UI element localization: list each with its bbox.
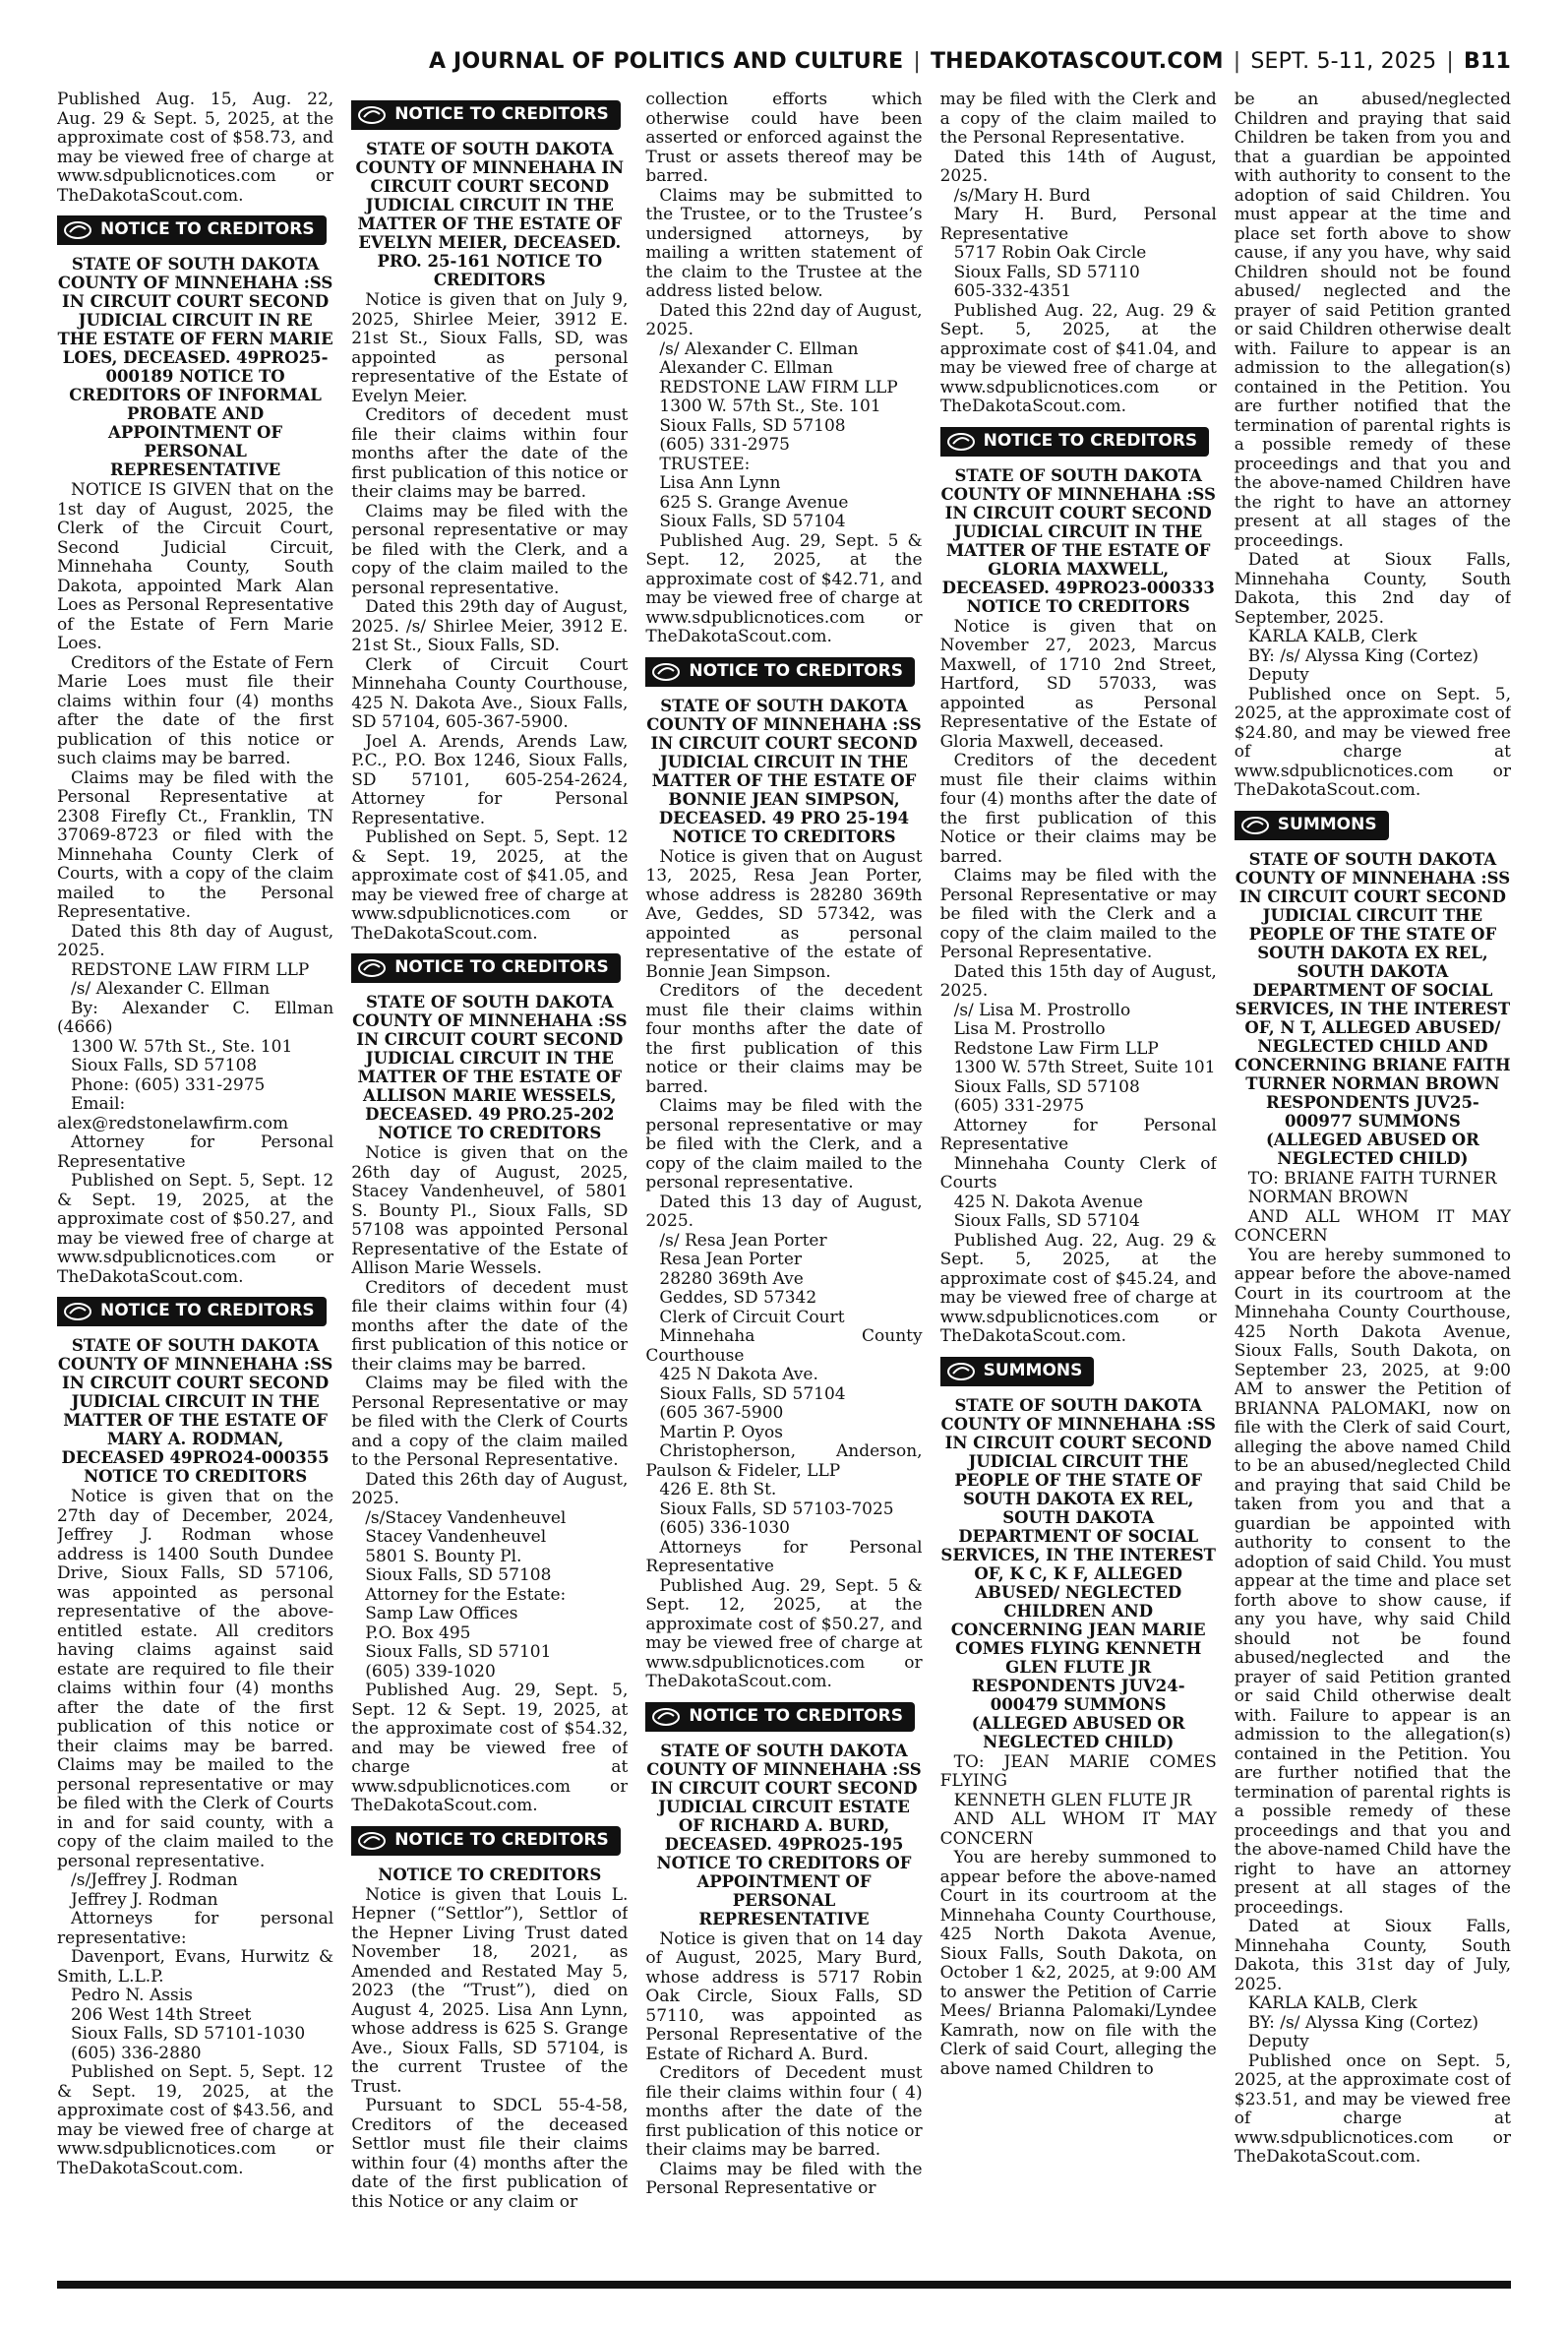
notice-paragraph: BY: /s/ Alyssa King (Cortez) xyxy=(1247,645,1478,666)
notice-paragraph: Pursuant to SDCL 55-4-58, Creditors of the deceased Settlor must file their claims within four (4) months after the date of the first publication of this Notice or any claim or xyxy=(351,2096,629,2212)
notice-paragraph: Stacey Vandenheuvel xyxy=(365,1527,547,1547)
case-caption: NOTICE TO CREDITORS xyxy=(378,1865,602,1884)
notice-paragraph: Notice is given that on 14 day of August, 2025, Mary Burd, whose address is 5717 Robin Oak Circle, Sioux Falls, SD 57110, was appointed as Personal Representative of the Estate of Richard A. Burd. xyxy=(645,1928,923,2064)
notice-paragraph: Notice is given that Louis L. Hepner (“Settlor”), Settlor of the Hepner Living Trust dated November 18, 2021, as Amended and Restated May 5, 2023 (the “Trust”), died on August 4, 2025. Lisa Ann Lynn, whose address is 625 S. Grange Ave., Sioux Falls, SD 57104, is the current Trustee of the Trust. xyxy=(351,1884,629,2097)
notice-section-label: NOTICE TO CREDITORS xyxy=(983,430,1198,451)
notice-paragraph: Published Aug. 22, Aug. 29 & Sept. 5, 2025, at the approximate cost of $41.04, and may be viewed free of charge at www.sdpublicnotices.com or TheDakotaScout.com. xyxy=(939,300,1217,416)
notice-paragraph: Attorney for Personal Representative xyxy=(57,1132,334,1172)
notice-section-label: SUMMONS xyxy=(1277,814,1377,834)
notice-paragraph: Attorney for the Estate: xyxy=(365,1584,567,1605)
notice-paragraph: (605) 331-2975 xyxy=(659,435,790,455)
notice-paragraph: Published Aug. 29, Sept. 5 & Sept. 12, 2025, at the approximate cost of $50.27, and may be viewed free of charge at www.sdpublicnotices.com or TheDakotaScout.com. xyxy=(645,1575,923,1691)
notice-paragraph: 206 West 14th Street xyxy=(71,2004,252,2025)
notice-section-header xyxy=(57,215,327,245)
notice-paragraph: 426 E. 8th St. xyxy=(659,1480,777,1499)
notice-paragraph: 1300 W. 57th St., Ste. 101 xyxy=(71,1036,293,1057)
column-3 xyxy=(645,91,922,2278)
case-caption: STATE OF SOUTH DAKOTA COUNTY OF MINNEHAHA :SS IN CIRCUIT COURT SECOND JUDICIAL CIRCUIT IN THE MATTER OF THE ESTATE OF MARY A. RODMAN, DECEASED 49PRO24-000355 NOTICE TO CREDITORS xyxy=(57,1336,333,1486)
notice-paragraph: (605) 339-1020 xyxy=(365,1661,496,1682)
notice-paragraph: Claims may be filed with the Personal Representative or may be filed with the Clerk and a copy of the claim mailed to the Personal Representative. xyxy=(939,866,1217,962)
notice-paragraph: Minnehaha County Courthouse xyxy=(645,1326,923,1366)
notice-paragraph: You are hereby summoned to appear before the above-named Court in its courtroom at the Minnehaha County Courthouse, 425 North Dakota Avenue, Sioux Falls, South Dakota, on October 1 &2, 2025, at 9:00 AM to answer the Petition of Carrie Mees/ Brianna Palomaki/Lyndee Kamrath, now on file with the Clerk of said Court, alleging the above named Children to xyxy=(939,1848,1217,2079)
notice-paragraph: Published Aug. 15, Aug. 22, Aug. 29 & Sept. 5, 2025, at the approximate cost of $58.73, and may be viewed free of charge at www.sdpublicnotices.com or TheDakotaScout.com. xyxy=(57,91,334,206)
notice-paragraph: Claims may be filed with the personal representative or may be filed with the Clerk, and a copy of the claim mailed to the personal representative. xyxy=(645,1096,923,1193)
notice-paragraph: Redstone Law Firm LLP xyxy=(953,1038,1159,1059)
notice-paragraph: Notice is given that on July 9, 2025, Shirlee Meier, 3912 E. 21st St., Sioux Falls, SD, was appointed as personal representative of the Estate of Evelyn Meier. xyxy=(351,290,629,406)
case-caption: STATE OF SOUTH DAKOTA COUNTY OF MINNEHAHA :SS IN CIRCUIT COURT SECOND JUDICIAL CIRCUIT THE PEOPLE OF THE STATE OF SOUTH DAKOTA EX REL, SOUTH DAKOTA DEPARTMENT OF SOCIAL SERVICES, IN THE INTEREST OF, K C, K F, ALLEGED ABUSED/ NEGLECTED CHILDREN AND CONCERNING JEAN MARIE COMES FLYING KENNETH GLEN FLUTE JR RESPONDENTS JUV24-000479 SUMMONS (ALLEGED ABUSED OR NEGLECTED CHILD) xyxy=(940,1395,1216,1751)
notice-paragraph: 5717 Robin Oak Circle xyxy=(953,243,1147,263)
case-caption: STATE OF SOUTH DAKOTA COUNTY OF MINNEHAHA IN CIRCUIT COURT SECOND JUDICIAL CIRCUIT IN THE MATTER OF THE ESTATE OF EVELYN MEIER, DECEASED. PRO. 25-161 NOTICE TO CREDITORS xyxy=(355,140,625,289)
notice-paragraph: collection efforts which otherwise could have been asserted or enforced against the Trust or assets thereof may be barred. xyxy=(645,91,923,186)
notice-paragraph: 605-332-4351 xyxy=(953,281,1072,301)
separator: | xyxy=(913,49,921,74)
notice-paragraph: Geddes, SD 57342 xyxy=(659,1288,817,1308)
scout-logo-icon xyxy=(651,662,681,682)
scout-logo-icon xyxy=(1240,816,1270,835)
notice-paragraph: Claims may be filed with the personal representative or may be filed with the Clerk, and a copy of the claim mailed to the personal representative. xyxy=(351,501,629,598)
notice-paragraph: Published once on Sept. 5, 2025, at the approximate cost of $24.80, and may be viewed free of charge at www.sdpublicnotices.com or TheDakotaScout.com. xyxy=(1234,684,1511,800)
notice-paragraph: TRUSTEE: xyxy=(659,454,751,474)
notice-paragraph: 1300 W. 57th Street, Suite 101 xyxy=(953,1058,1216,1077)
notice-paragraph: /s/ Resa Jean Porter xyxy=(659,1230,827,1251)
page-number: B11 xyxy=(1464,49,1511,74)
notice-section-label: SUMMONS xyxy=(983,1360,1083,1380)
notice-paragraph: You are hereby summoned to appear before the above-named Court in its courtroom at the Minnehaha County Courthouse, 425 North Dakota Avenue, Sioux Falls, South Dakota, on September 23, 2025, at 9:00 AM to answer the Petition of BRIANNA PALOMAKI, now on file with the Clerk of said Court, alleging the above named Child to be an abused/neglected Child and praying that said Child be taken from you and that a guardian be appointed with authority to consent to the adoption of said Child. You must appear at the time and place set forth above to show cause, if any you have, why said Child should not be found abused/neglected and the prayer of said Petition granted or said Child otherwise dealt with. Failure to appear is an admission to the allegation(s) contained in the Petition. You are further notified that the termination of parental rights is a possible remedy of these proceedings and that you and the above-named Child have the right to have an attorney present at all stages of the proceedings. xyxy=(1234,1245,1511,1918)
notice-paragraph: /s/Jeffrey J. Rodman xyxy=(71,1870,238,1890)
notice-paragraph: Martin P. Oyos xyxy=(659,1422,783,1442)
notice-paragraph: Samp Law Offices xyxy=(365,1604,518,1623)
notice-paragraph: /s/ Lisa M. Prostrollo xyxy=(953,1000,1131,1020)
notice-paragraph: Creditors of the decedent must file their claims within four (4) months after the date of the first publication of this Notice or their claims may be barred. xyxy=(939,751,1217,867)
notice-paragraph: Sioux Falls, SD 57108 xyxy=(659,415,846,436)
notice-paragraph: Creditors of Decedent must file their claims within four ( 4) months after the date of the first publication of this notice or their claims may be barred. xyxy=(645,2063,923,2160)
scout-logo-icon xyxy=(63,1302,92,1321)
notice-section-header xyxy=(351,100,621,130)
column-1 xyxy=(57,91,333,2278)
notice-section-header xyxy=(57,1297,327,1326)
notice-paragraph: Dated this 14th of August, 2025. xyxy=(939,147,1217,186)
notice-section-label: NOTICE TO CREDITORS xyxy=(689,1705,903,1726)
notice-section-label: NOTICE TO CREDITORS xyxy=(689,660,903,681)
notice-section-label: NOTICE TO CREDITORS xyxy=(394,957,609,978)
case-caption: STATE OF SOUTH DAKOTA COUNTY OF MINNEHAHA :SS IN CIRCUIT COURT SECOND JUDICIAL CIRCUIT THE PEOPLE OF THE STATE OF SOUTH DAKOTA EX REL, SOUTH DAKOTA DEPARTMENT OF SOCIAL SERVICES, IN THE INTEREST OF, N T, ALLEGED ABUSED/ NEGLECTED CHILD AND CONCERNING BRIANE FAITH TURNER NORMAN BROWN RESPONDENTS JUV25-000977 SUMMONS (ALLEGED ABUSED OR NEGLECTED CHILD) xyxy=(1235,849,1511,1168)
notice-paragraph: Published Aug. 29, Sept. 5 & Sept. 12, 2025, at the approximate cost of $42.71, and may be viewed free of charge at www.sdpublicnotices.com or TheDakotaScout.com. xyxy=(645,530,923,646)
notice-paragraph: Sioux Falls, SD 57108 xyxy=(365,1565,552,1585)
notice-paragraph: Claims may be filed with the Personal Representative or xyxy=(645,2159,923,2198)
scout-logo-icon xyxy=(946,432,976,452)
journal-tagline: A JOURNAL OF POLITICS AND CULTURE xyxy=(428,49,904,74)
notice-paragraph: Sioux Falls, SD 57108 xyxy=(71,1056,258,1075)
notice-paragraph: 5801 S. Bounty Pl. xyxy=(365,1546,522,1566)
notice-paragraph: Deputy xyxy=(1247,665,1309,685)
case-caption: STATE OF SOUTH DAKOTA COUNTY OF MINNEHAHA :SS IN CIRCUIT COURT SECOND JUDICIAL CIRCUIT IN THE MATTER OF THE ESTATE OF GLORIA MAXWELL, DECEASED. 49PRO23-000333 NOTICE TO CREDITORS xyxy=(940,465,1216,616)
notice-paragraph: Creditors of decedent must file their claims within four (4) months after the date of the first publication of this notice or their claims may be barred. xyxy=(351,1277,629,1375)
notice-paragraph: Sioux Falls, SD 57101-1030 xyxy=(71,2024,306,2044)
notice-paragraph: Sioux Falls, SD 57103-7025 xyxy=(659,1499,894,1519)
notice-paragraph: 625 S. Grange Avenue xyxy=(659,492,849,513)
notice-section-label: NOTICE TO CREDITORS xyxy=(394,1829,609,1850)
notice-paragraph: KARLA KALB, Clerk xyxy=(1247,1993,1417,2013)
notice-paragraph: Dated this 13 day of August, 2025. xyxy=(645,1192,923,1231)
separator: | xyxy=(1446,49,1455,74)
notice-paragraph: Published on Sept. 5, Sept. 12 & Sept. 19, 2025, at the approximate cost of $50.27, and may be viewed free of charge at www.sdpublicnotices.com or TheDakotaScout.com. xyxy=(57,1171,334,1287)
separator: | xyxy=(1233,49,1241,74)
notice-section-header xyxy=(1235,811,1389,840)
notice-paragraph: Sioux Falls, SD 57108 xyxy=(953,1076,1140,1097)
scout-logo-icon xyxy=(357,105,387,125)
notice-paragraph: Notice is given that on the 26th day of August, 2025, Stacey Vandenheuvel, of 5801 S. Bounty Pl., Sioux Falls, SD 57108 was appointed Personal Representative of the Estate of Allison Marie Wessels. xyxy=(351,1143,629,1278)
scout-logo-icon xyxy=(357,958,387,978)
notice-paragraph: Clerk of Circuit Court Minnehaha County Courthouse, 425 N. Dakota Ave., Sioux Falls, SD 57104, 605-367-5900. xyxy=(351,654,629,732)
masthead xyxy=(57,49,1511,83)
notice-paragraph: Email: alex@redstonelawfirm.com xyxy=(57,1094,289,1133)
issue-date: SEPT. 5-11, 2025 xyxy=(1250,49,1437,74)
case-caption: STATE OF SOUTH DAKOTA COUNTY OF MINNEHAHA :SS IN CIRCUIT COURT SECOND JUDICIAL CIRCUIT IN RE THE ESTATE OF FERN MARIE LOES, DECEASED. 49PRO25-000189 NOTICE TO CREDITORS OF INFORMAL PROBATE AND APPOINTMENT OF PERSONAL REPRESENTATIVE xyxy=(57,255,333,479)
notice-paragraph: Published once on Sept. 5, 2025, at the approximate cost of $23.51, and may be viewed free of charge at www.sdpublicnotices.com or TheDakotaScout.com. xyxy=(1234,2050,1511,2167)
notice-paragraph: AND ALL WHOM IT MAY CONCERN xyxy=(1234,1206,1511,1246)
notice-paragraph: Dated this 26th day of August, 2025. xyxy=(351,1469,629,1508)
notice-paragraph: 1300 W. 57th St., Ste. 101 xyxy=(659,397,881,416)
notice-paragraph: /s/Mary H. Burd xyxy=(953,185,1091,206)
notice-paragraph: be an abused/neglected Children and praying that said Children be taken from you and that a guardian be appointed with authority to consent to the adoption of said Children. You must appear at the time and place set forth above to show cause, if any you have, why said Children should not be found abused/ neglected and the prayer of said Petition granted or said Children otherwise dealt with. Failure to appear is an admission to the allegation(s) contained in the Petition. You are further notified that the termination of parental rights is a possible remedy of these proceedings and that you and the above-named Children have the right to have an attorney present at all stages of the proceedings. xyxy=(1234,91,1511,551)
notice-paragraph: (605) 336-1030 xyxy=(659,1518,790,1538)
notice-paragraph: NOTICE IS GIVEN that on the 1st day of August, 2025, the Clerk of the Circuit Court, Second Judicial Circuit, Minnehaha County, South Dakota, appointed Mark Alan Loes as Personal Representative of the Estate of Fern Marie Loes. xyxy=(57,480,334,653)
notice-paragraph: TO: JEAN MARIE COMES FLYING xyxy=(939,1751,1217,1791)
notice-paragraph: Mary H. Burd, Personal Representative xyxy=(939,205,1217,244)
notice-paragraph: Joel A. Arends, Arends Law, P.C., P.O. Box 1246, Sioux Falls, SD 57101, 605-254-2624, Attorney for Personal Representative. xyxy=(351,731,629,828)
notice-paragraph: Published on Sept. 5, Sept. 12 & Sept. 19, 2025, at the approximate cost of $43.56, and may be viewed free of charge at www.sdpublicnotices.com or TheDakotaScout.com. xyxy=(57,2062,334,2178)
notice-paragraph: Published Aug. 29, Sept. 5, Sept. 12 & Sept. 19, 2025, at the approximate cost of $54.32, and may be viewed free of charge at www.sdpublicnotices.com or TheDakotaScout.com. xyxy=(351,1681,629,1815)
notice-paragraph: Deputy xyxy=(1247,2032,1309,2051)
notice-paragraph: Christopherson, Anderson, Paulson & Fideler, LLP xyxy=(645,1441,923,1481)
notice-paragraph: (605 367-5900 xyxy=(659,1403,784,1423)
notice-paragraph: /s/Stacey Vandenheuvel xyxy=(365,1507,567,1528)
scout-logo-icon xyxy=(63,220,92,240)
notice-section-header xyxy=(940,1357,1095,1386)
notice-section-header xyxy=(351,953,621,983)
notice-paragraph: KARLA KALB, Clerk xyxy=(1247,627,1417,646)
bottom-rule xyxy=(57,2281,1511,2289)
notice-paragraph: (605) 331-2975 xyxy=(953,1096,1085,1116)
notice-paragraph: Attorney for Personal Representative xyxy=(939,1115,1217,1154)
notice-paragraph: Published Aug. 22, Aug. 29 & Sept. 5, 2025, at the approximate cost of $45.24, and may be viewed free of charge at www.sdpublicnotices.com or TheDakotaScout.com. xyxy=(939,1230,1217,1346)
notice-paragraph: Resa Jean Porter xyxy=(659,1250,803,1269)
notices-columns xyxy=(57,91,1511,2278)
notice-paragraph: Notice is given that on November 27, 2023, Marcus Maxwell, of 1710 2nd Street, Hartford, SD 57033, was appointed as Personal Representative of the Estate of Gloria Maxwell, deceased. xyxy=(939,616,1217,752)
notice-section-label: NOTICE TO CREDITORS xyxy=(100,219,315,240)
notice-paragraph: Davenport, Evans, Hurwitz & Smith, L.L.P. xyxy=(57,1947,334,1987)
scout-logo-icon xyxy=(357,1831,387,1851)
notice-paragraph: Dated this 22nd day of August, 2025. xyxy=(645,300,923,339)
notice-paragraph: (605) 336-2880 xyxy=(71,2043,202,2063)
column-5 xyxy=(1235,91,1511,2278)
notice-paragraph: KENNETH GLEN FLUTE JR xyxy=(953,1790,1192,1810)
notice-section-label: NOTICE TO CREDITORS xyxy=(100,1301,315,1321)
notice-paragraph: Claims may be submitted to the Trustee, or to the Trustee’s undersigned attorneys, by mailing a written statement of the claim to the Trustee at the address listed below. xyxy=(645,185,923,301)
notice-paragraph: Creditors of the decedent must file their claims within four months after the date of the first publication of this notice or their claims may be barred. xyxy=(645,981,923,1097)
notice-paragraph: AND ALL WHOM IT MAY CONCERN xyxy=(939,1809,1217,1849)
notice-paragraph: Clerk of Circuit Court xyxy=(659,1307,845,1327)
notice-paragraph: Claims may be filed with the Personal Representative or may be filed with the Clerk of Courts and a copy of the claim mailed to the Personal Representative. xyxy=(351,1374,629,1470)
notice-paragraph: Dated this 29th day of August, 2025. /s/ Shirlee Meier, 3912 E. 21st St., Sioux Falls, SD. xyxy=(351,597,629,655)
notice-section-label: NOTICE TO CREDITORS xyxy=(394,104,609,125)
notice-paragraph: Jeffrey J. Rodman xyxy=(71,1889,218,1910)
notice-paragraph: Creditors of the Estate of Fern Marie Loes must file their claims within four (4) months after the date of the first publication of this notice or such claims may be barred. xyxy=(57,652,334,768)
notice-paragraph: Attorneys for Personal Representative xyxy=(645,1537,923,1576)
column-2 xyxy=(351,91,628,2278)
scout-logo-icon xyxy=(651,1707,681,1727)
notice-paragraph: Pedro N. Assis xyxy=(71,1986,193,2005)
notice-paragraph: may be filed with the Clerk and a copy of the claim mailed to the Personal Representative. xyxy=(939,91,1217,148)
notice-paragraph: Creditors of decedent must file their claims within four months after the date of the first publication of this notice or their claims may be barred. xyxy=(351,405,629,502)
notice-section-header xyxy=(645,1702,915,1732)
notice-paragraph: Sioux Falls, SD 57104 xyxy=(659,1383,846,1404)
notice-paragraph: Published on Sept. 5, Sept. 12 & Sept. 19, 2025, at the approximate cost of $41.05, and may be viewed free of charge at www.sdpublicnotices.com or TheDakotaScout.com. xyxy=(351,827,629,944)
notice-paragraph: NORMAN BROWN xyxy=(1247,1188,1409,1207)
scout-logo-icon xyxy=(946,1362,976,1381)
notice-paragraph: Sioux Falls, SD 57101 xyxy=(365,1642,552,1662)
notice-paragraph: Lisa Ann Lynn xyxy=(659,473,781,493)
notice-paragraph: Minnehaha County Clerk of Courts xyxy=(939,1153,1217,1193)
notice-paragraph: Dated this 15th day of August, 2025. xyxy=(939,961,1217,1001)
notice-paragraph: Dated at Sioux Falls, Minnehaha County, South Dakota, this 31st day of July, 2025. xyxy=(1234,1917,1511,1994)
notice-paragraph: Notice is given that on August 13, 2025, Resa Jean Porter, whose address is 28280 369th Ave, Geddes, SD 57342, was appointed as personal representative of the estate of Bonnie Jean Simpson. xyxy=(645,846,923,982)
notice-paragraph: 425 N. Dakota Avenue xyxy=(953,1192,1143,1212)
notice-paragraph: Lisa M. Prostrollo xyxy=(953,1019,1106,1039)
notice-paragraph: /s/ Alexander C. Ellman xyxy=(71,979,271,999)
notice-paragraph: REDSTONE LAW FIRM LLP xyxy=(659,377,898,398)
notice-paragraph: Attorneys for personal representative: xyxy=(57,1909,334,1948)
notice-paragraph: /s/ Alexander C. Ellman xyxy=(659,338,859,359)
case-caption: STATE OF SOUTH DAKOTA COUNTY OF MINNEHAHA :SS IN CIRCUIT COURT SECOND JUDICIAL CIRCUIT ESTATE OF RICHARD A. BURD, DECEASED. 49PRO25-195 NOTICE TO CREDITORS OF APPOINTMENT OF PERSONAL REPRESENTATIVE xyxy=(646,1741,922,1928)
notice-paragraph: Sioux Falls, SD 57104 xyxy=(659,512,846,531)
notice-paragraph: Dated this 8th day of August, 2025. xyxy=(57,921,334,960)
notice-paragraph: Sioux Falls, SD 57104 xyxy=(953,1211,1140,1231)
case-caption: STATE OF SOUTH DAKOTA COUNTY OF MINNEHAHA :SS IN CIRCUIT COURT SECOND JUDICIAL CIRCUIT IN THE MATTER OF THE ESTATE OF ALLISON MARIE WESSELS, DECEASED. 49 PRO.25-202 NOTICE TO CREDITORS xyxy=(352,993,628,1142)
notice-paragraph: BY: /s/ Alyssa King (Cortez) xyxy=(1247,2012,1478,2033)
notice-paragraph: REDSTONE LAW FIRM LLP xyxy=(71,959,310,980)
notice-section-header xyxy=(351,1826,621,1856)
notice-paragraph: Sioux Falls, SD 57110 xyxy=(953,262,1140,282)
notice-section-header xyxy=(940,427,1210,457)
notice-paragraph: 425 N Dakota Ave. xyxy=(659,1365,818,1384)
notice-paragraph: Dated at Sioux Falls, Minnehaha County, South Dakota, this 2nd day of September, 2025. xyxy=(1234,550,1511,628)
notice-paragraph: Notice is given that on the 27th day of December, 2024, Jeffrey J. Rodman whose address is 1400 South Dundee Drive, Sioux Falls, SD 57106, was appointed as personal representative of the above-entitled estate. All creditors having claims against said estate are required to file their claims within four (4) months after the date of the first publication of this notice or their claims may be barred. Claims may be mailed to the personal representative or may be filed with the Clerk of Courts in and for said county, with a copy of the claim mailed to the personal representative. xyxy=(57,1487,334,1871)
notice-paragraph: Phone: (605) 331-2975 xyxy=(71,1074,266,1095)
notice-paragraph: P.O. Box 495 xyxy=(365,1622,471,1643)
notice-paragraph: Alexander C. Ellman xyxy=(659,358,834,378)
notice-section-header xyxy=(645,657,915,687)
site-name: THEDAKOTASCOUT.COM xyxy=(930,49,1224,74)
column-4 xyxy=(940,91,1217,2278)
notice-paragraph: Claims may be filed with the Personal Representative at 2308 Firefly Ct., Franklin, TN 37069-8723 or filed with the Minnehaha County Clerk of Courts, with a copy of the claim mailed to the Personal Representative. xyxy=(57,767,334,922)
case-caption: STATE OF SOUTH DAKOTA COUNTY OF MINNEHAHA :SS IN CIRCUIT COURT SECOND JUDICIAL CIRCUIT IN THE MATTER OF THE ESTATE OF BONNIE JEAN SIMPSON, DECEASED. 49 PRO 25-194 NOTICE TO CREDITORS xyxy=(646,696,922,846)
notice-paragraph: TO: BRIANE FAITH TURNER xyxy=(1247,1168,1497,1189)
notice-paragraph: By: Alexander C. Ellman (4666) xyxy=(57,998,334,1037)
notice-paragraph: 28280 369th Ave xyxy=(659,1268,804,1289)
